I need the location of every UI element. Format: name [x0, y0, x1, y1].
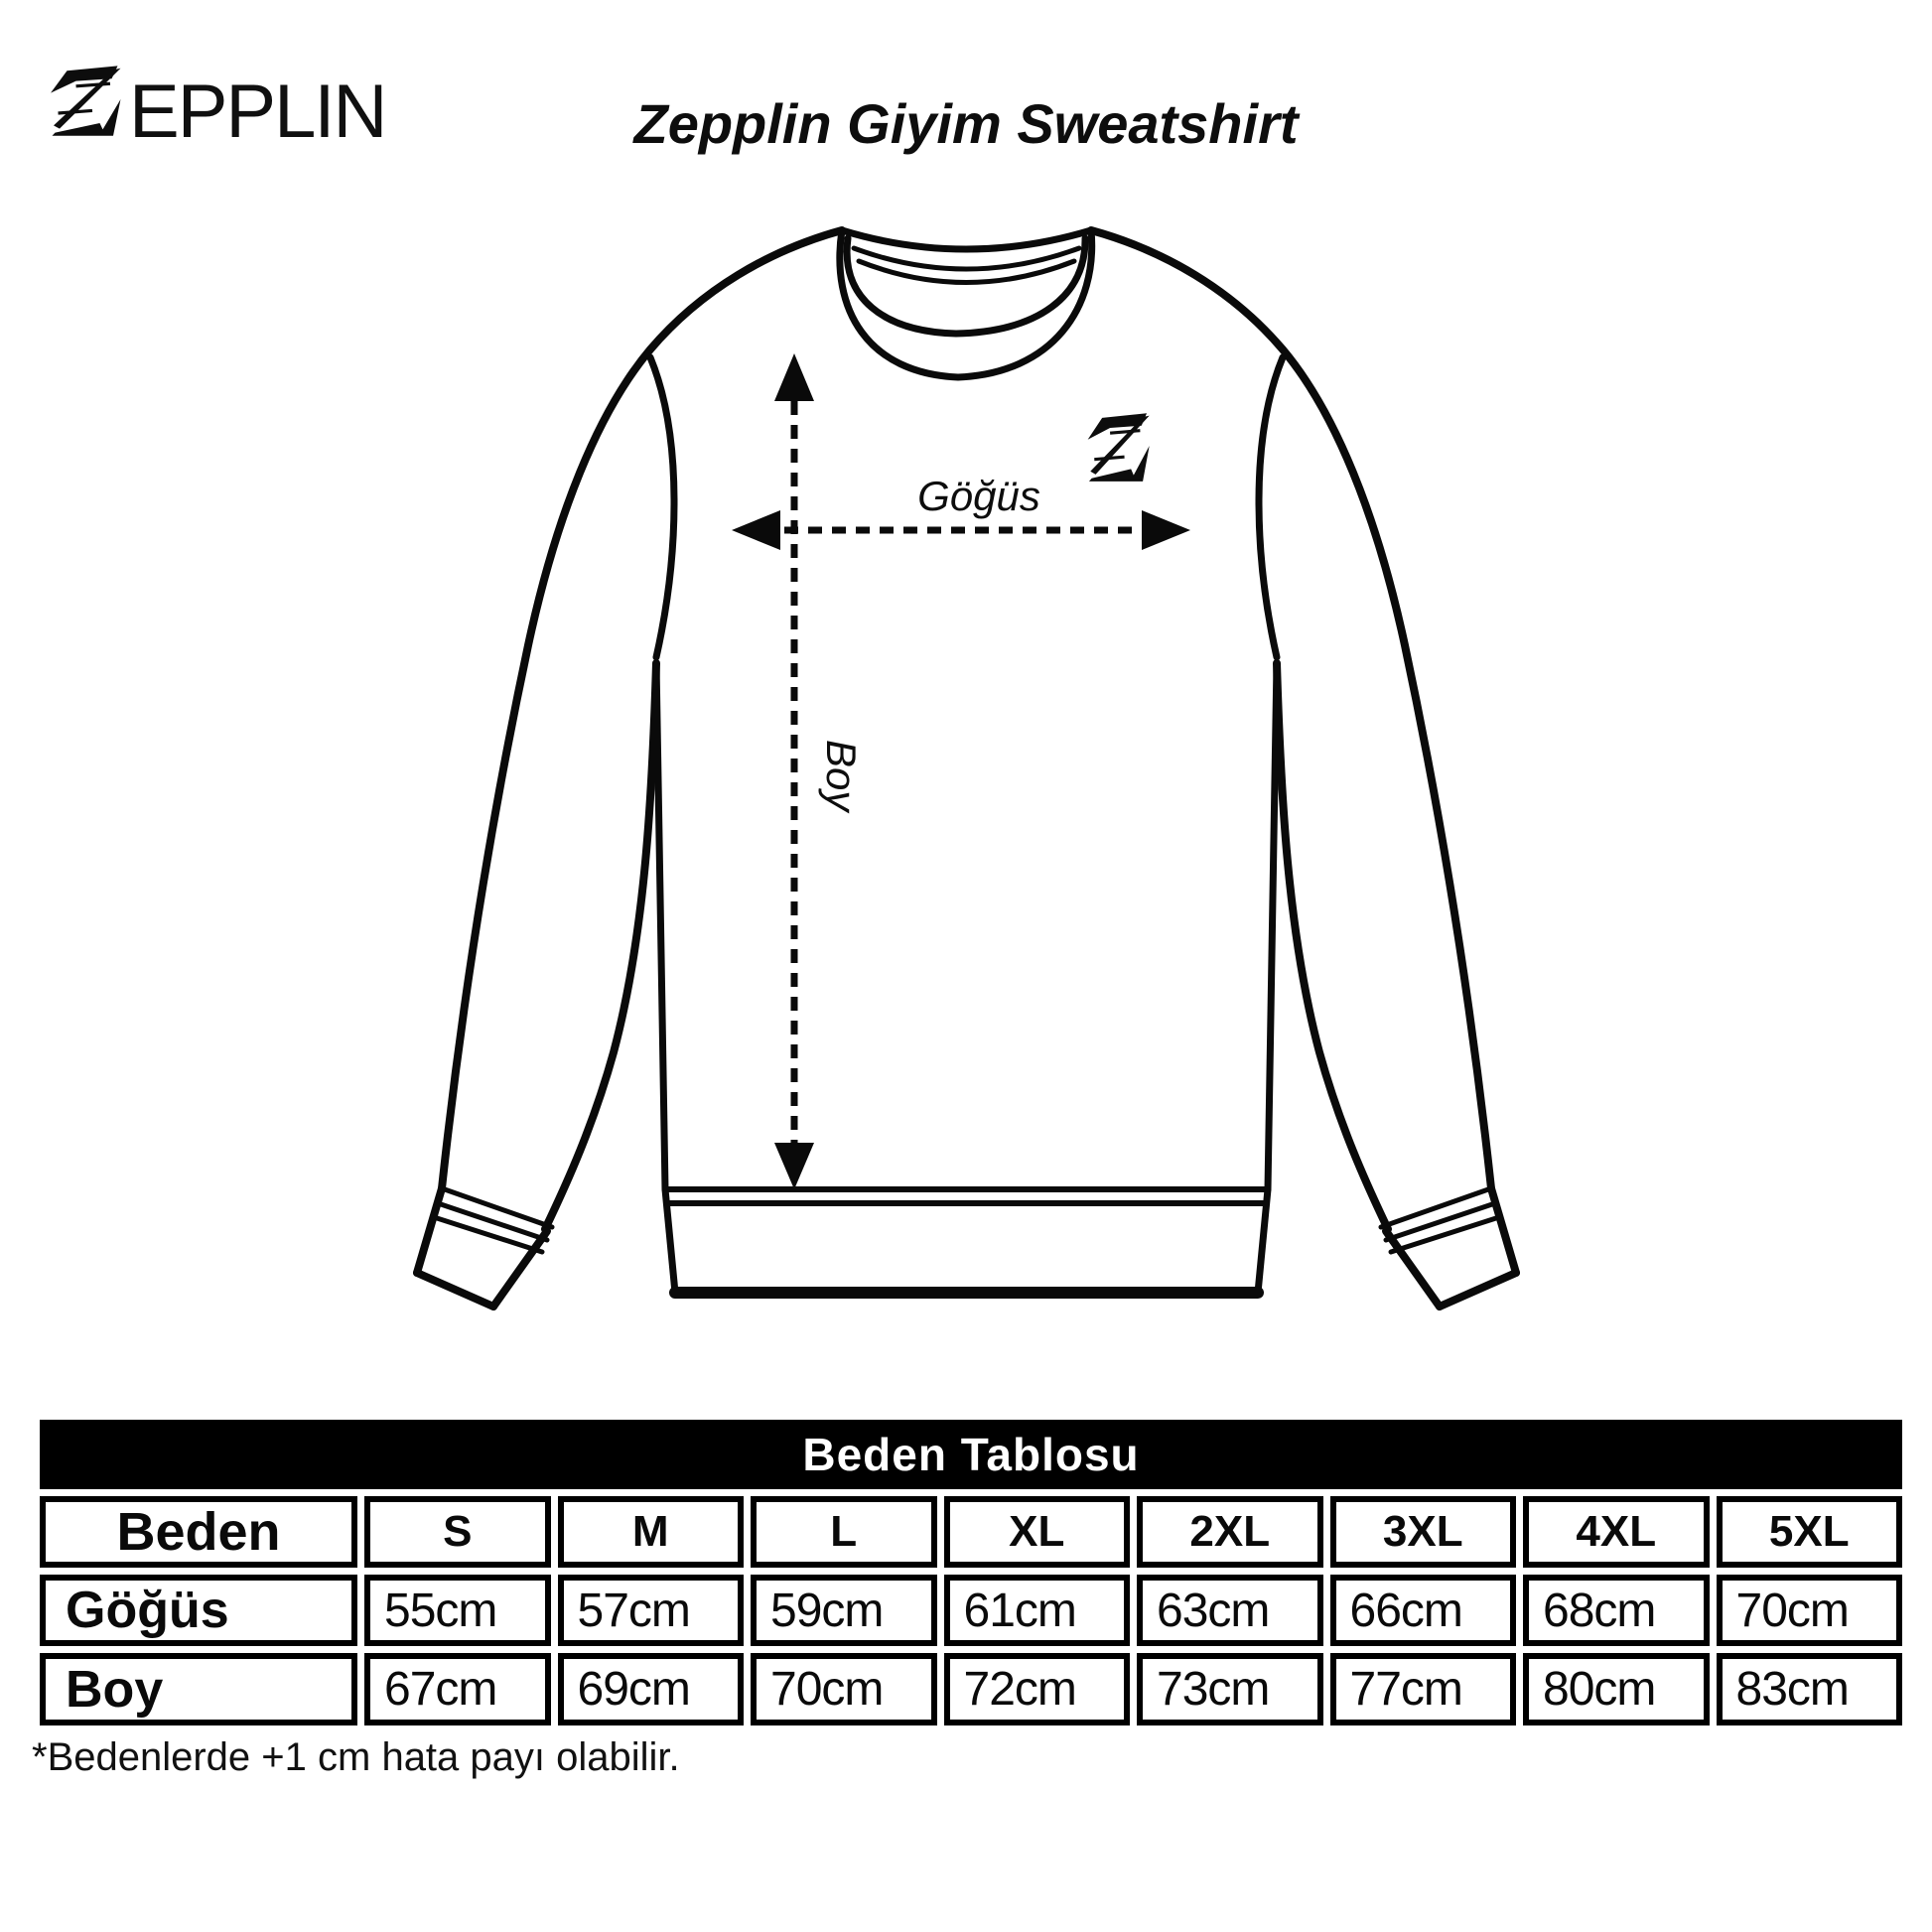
size-table-grid — [40, 1496, 1902, 1725]
length-value-l: 70cm — [751, 1653, 937, 1725]
right-cuff — [1381, 1188, 1516, 1307]
table-header-5xl: 5XL — [1717, 1496, 1903, 1568]
chest-z-icon — [1088, 413, 1150, 482]
brand-wordmark: EPPLIN — [129, 69, 386, 154]
length-value-3xl: 77cm — [1330, 1653, 1517, 1725]
table-header-2xl: 2XL — [1137, 1496, 1323, 1568]
length-value-m: 69cm — [558, 1653, 745, 1725]
chest-label: Göğüs — [917, 473, 1040, 519]
size-table-title: Beden Tablosu — [802, 1429, 1140, 1480]
tolerance-footnote: *Bedenlerde +1 cm hata payı olabilir. — [32, 1735, 680, 1779]
length-value-s: 67cm — [364, 1653, 551, 1725]
size-table — [40, 1420, 1902, 1725]
chest-value-l: 59cm — [751, 1575, 937, 1646]
row-label-length: Boy — [40, 1653, 357, 1725]
chest-value-s: 55cm — [364, 1575, 551, 1646]
length-value-5xl: 83cm — [1717, 1653, 1903, 1725]
table-header-3xl: 3XL — [1330, 1496, 1517, 1568]
length-arrow — [774, 353, 814, 1189]
table-header-l: L — [751, 1496, 937, 1568]
title-brand: Zepplin Giyim — [633, 92, 1002, 155]
table-header-4xl: 4XL — [1523, 1496, 1710, 1568]
hem-band — [665, 1189, 1268, 1293]
chest-value-4xl: 68cm — [1523, 1575, 1710, 1646]
table-header-xl: XL — [944, 1496, 1131, 1568]
chest-value-2xl: 63cm — [1137, 1575, 1323, 1646]
length-value-4xl: 80cm — [1523, 1653, 1710, 1725]
length-label: Boy — [818, 740, 865, 812]
length-value-2xl: 73cm — [1137, 1653, 1323, 1725]
chest-value-m: 57cm — [558, 1575, 745, 1646]
length-value-xl: 72cm — [944, 1653, 1131, 1725]
chest-value-5xl: 70cm — [1717, 1575, 1903, 1646]
chest-value-3xl: 66cm — [1330, 1575, 1517, 1646]
size-table-title-bar — [40, 1420, 1902, 1489]
left-cuff — [417, 1188, 552, 1307]
collar — [840, 230, 1092, 377]
table-header-m: M — [558, 1496, 745, 1568]
page-title — [0, 91, 1932, 156]
chest-value-xl: 61cm — [944, 1575, 1131, 1646]
table-header-beden: Beden — [40, 1496, 357, 1568]
table-header-s: S — [364, 1496, 551, 1568]
row-label-chest: Göğüs — [40, 1575, 357, 1646]
title-product: Sweatshirt — [1017, 92, 1299, 155]
